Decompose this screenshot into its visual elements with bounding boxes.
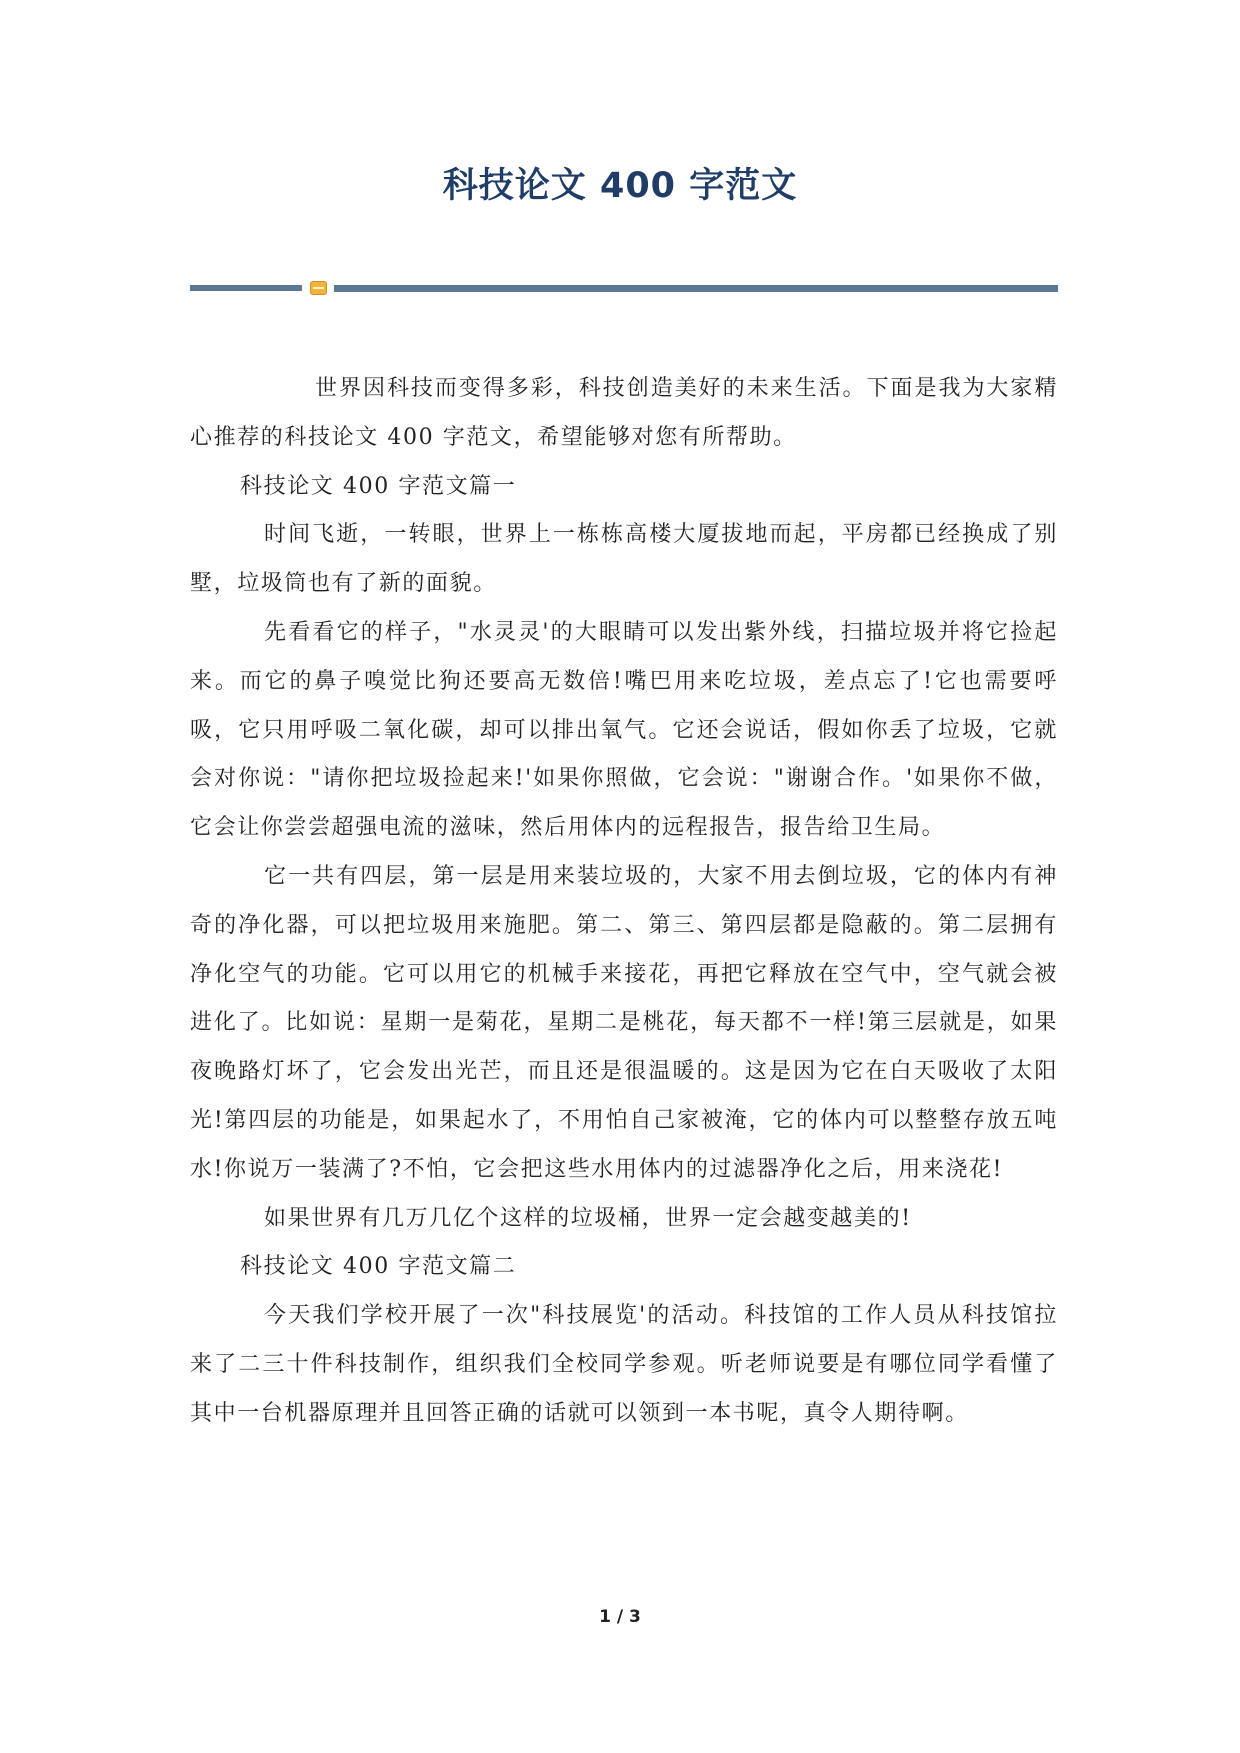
divider-left-bar [190, 285, 302, 291]
divider-badge-icon [310, 281, 327, 295]
page-number: 1 / 3 [599, 1607, 641, 1627]
intro-paragraph: 世界因科技而变得多彩，科技创造美好的未来生活。下面是我为大家精心推荐的科技论文 400 字范文，希望能够对您有所帮助。 [190, 376, 1058, 450]
document-title: 科技论文 400 字范文 [442, 166, 798, 206]
section-heading: 科技论文 400 字范文篇一 [240, 473, 517, 499]
body-paragraph: 先看看它的样子，"水灵灵'的大眼睛可以发出紫外线，扫描垃圾并将它捡起来。而它的鼻子嗅觉比狗还要高无数倍!嘴巴用来吃垃圾，差点忘了!它也需要呼吸，它只用呼吸二氧化碳，却可以排出氧气。它还会说话，假如你丢了垃圾，它就会对你说："请你把垃圾捡起来!'如果你照做，它会说："谢谢合作。'如果你不做，它会让你尝尝超强电流的滋味，然后用体内的远程报告，报告给卫生局。 [190, 619, 1058, 841]
body-paragraph: 它一共有四层，第一层是用来装垃圾的，大家不用去倒垃圾，它的体内有神奇的净化器，可以把垃圾用来施肥。第二、第三、第四层都是隐蔽的。第二层拥有净化空气的功能。它可以用它的机械手来接花，再把它释放在空气中，空气就会被进化了。比如说：星期一是菊花，星期二是桃花，每天都不一样!第三层就是，如果夜晚路灯坏了，它会发出光芒，而且还是很温暖的。这是因为它在白天吸收了太阳光!第四层的功能是，如果起水了，不用怕自己家被淹，它的体内可以整整存放五吨水!你说万一装满了?不怕，它会把这些水用体内的过滤器净化之后，用来浇花! [190, 863, 1058, 1182]
divider-right-bar [334, 285, 1058, 292]
section-heading: 科技论文 400 字范文篇二 [240, 1254, 517, 1280]
body-paragraph: 今天我们学校开展了一次"科技展览'的活动。科技馆的工作人员从科技馆拉来了二三十件科技制作，组织我们全校同学参观。听老师说要是有哪位同学看懂了其中一台机器原理并且回答正确的话就可以领到一本书呢，真令人期待啊。 [190, 1303, 1058, 1426]
body-paragraph: 如果世界有几万几亿个这样的垃圾桶，世界一定会越变越美的! [264, 1205, 912, 1231]
document-body [190, 365, 1058, 1439]
title-divider [190, 283, 1058, 293]
body-paragraph: 时间飞逝，一转眼，世界上一栋栋高楼大厦拔地而起，平房都已经换成了别墅，垃圾筒也有了新的面貌。 [190, 522, 1058, 597]
